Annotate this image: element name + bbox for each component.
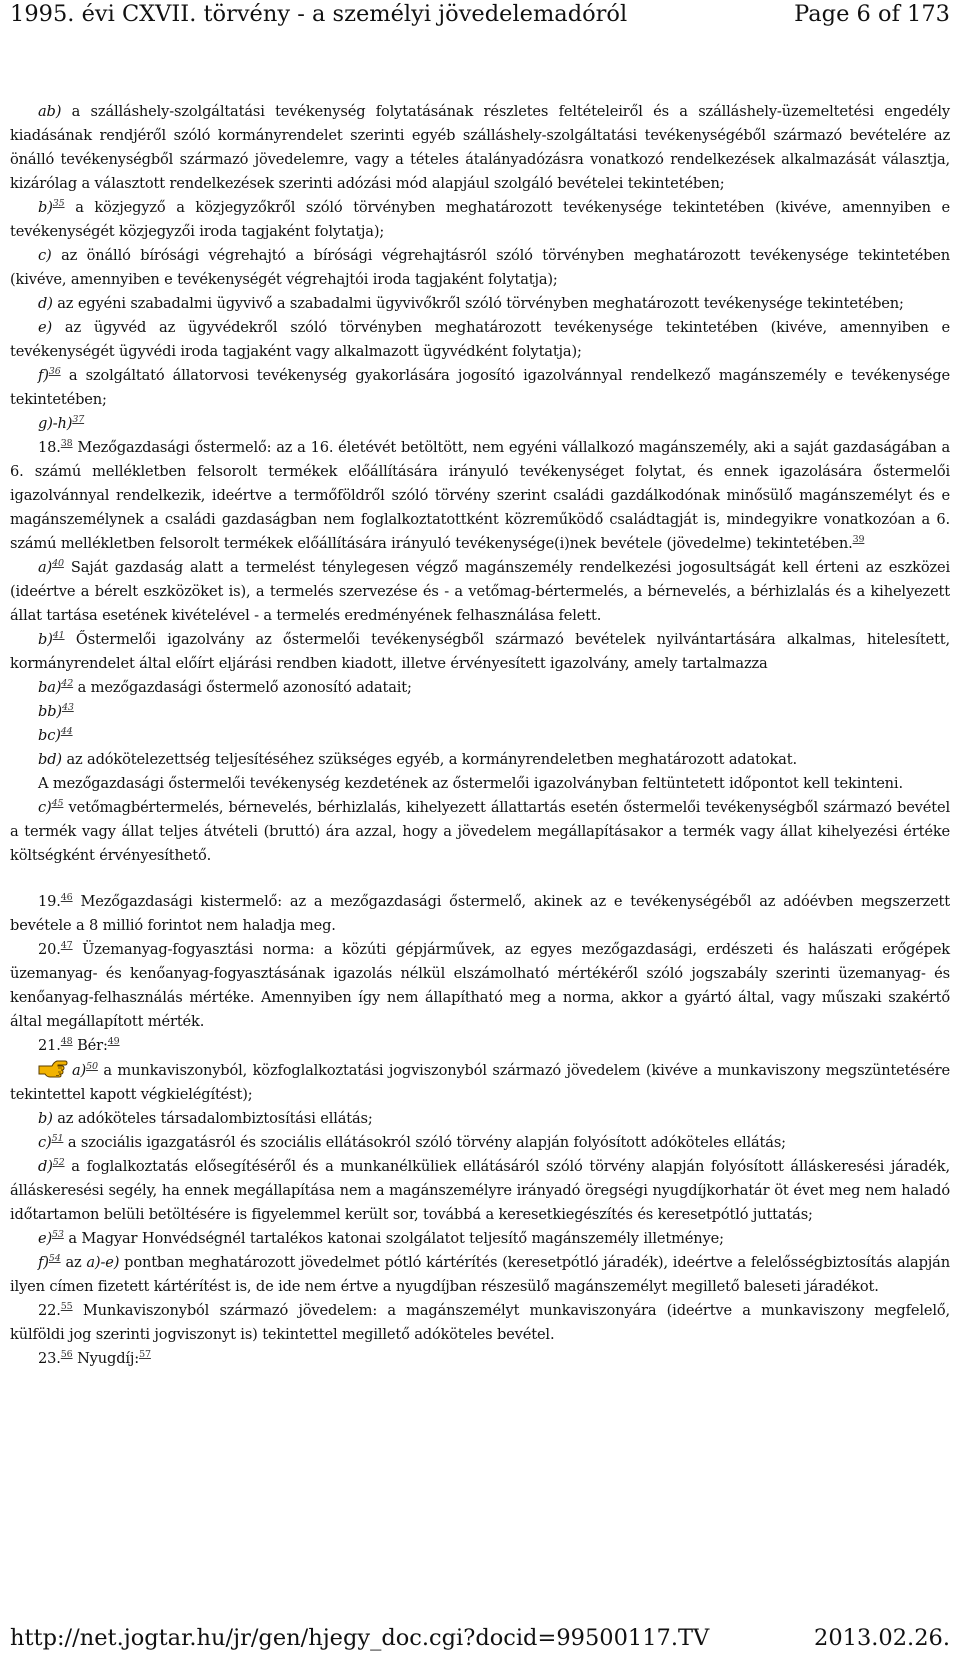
paragraph-c51 <box>10 1131 950 1155</box>
spacer <box>10 868 950 890</box>
item-text: az <box>65 1254 82 1271</box>
section-text: Mezőgazdasági kistermelő: az a mezőgazdasági őstermelő, akinek az e tevékenységéből az adóévben megszerzett bevétele a 8 millió forintot nem haladja meg. <box>10 893 950 934</box>
section-text: Nyugdíj: <box>77 1350 140 1367</box>
footnote-link[interactable]: 44 <box>60 726 73 737</box>
footnote-link[interactable]: 54 <box>48 1253 61 1264</box>
item-label: f) <box>38 367 49 384</box>
footnote-link[interactable]: 52 <box>52 1157 65 1168</box>
footnote-link[interactable]: 41 <box>52 630 65 641</box>
footnote-link[interactable]: 53 <box>52 1229 64 1240</box>
paragraph-bc <box>10 724 950 748</box>
footnote-link[interactable]: 51 <box>51 1133 64 1144</box>
section-text: Bér: <box>77 1037 108 1054</box>
section-number: 23. <box>38 1350 61 1367</box>
item-text: pontban meghatározott jövedelmet pótló kártérítés (keresetpótló járadék), ideértve a felelősségbiztosítás alapján ilyen címen fizetett kártérítést is, de ide nem értve a nyugdíjban részesülő magánszemélyt megillető baleseti járadékot. <box>10 1254 950 1295</box>
footnote-link[interactable]: 36 <box>48 366 61 377</box>
footnote-link[interactable]: 45 <box>51 798 64 809</box>
item-text: az adóköteles társadalombiztosítási ellátás; <box>57 1110 373 1127</box>
paragraph-f <box>10 364 950 412</box>
item-range: a)-e) <box>86 1254 120 1271</box>
item-label: a) <box>38 559 53 576</box>
paragraph-c45 <box>10 796 950 868</box>
page-footer <box>10 1624 950 1654</box>
item-label: b) <box>38 199 53 216</box>
section-number: 22. <box>38 1302 61 1319</box>
section-text: Munkaviszonyból származó jövedelem: a magánszemélyt munkaviszonyára (ideértve a munkaviszony megfelelő, külföldi jog szerinti jogviszonyt is) tekintettel megillető adóköteles bevétel. <box>10 1302 950 1343</box>
footnote-link[interactable]: 49 <box>107 1036 120 1047</box>
paragraph-ba <box>10 676 950 700</box>
item-text: A mezőgazdasági őstermelői tevékenység kezdetének az őstermelői igazolványban feltüntetett időpontot kell tekinteni. <box>38 775 903 792</box>
paragraph-start <box>10 772 950 796</box>
footnote-link[interactable]: 37 <box>72 414 85 425</box>
item-label: c) <box>38 1134 52 1151</box>
item-label: b) <box>38 631 53 648</box>
paragraph-c <box>10 244 950 292</box>
page-header <box>10 0 950 40</box>
document-title: 1995. évi CXVII. törvény - a személyi jövedelemadóról <box>10 1 628 27</box>
item-text: az egyéni szabadalmi ügyvivő a szabadalmi ügyvivőkről szóló törvényben meghatározott tevékenysége tekintetében; <box>57 295 904 312</box>
footnote-link[interactable]: 35 <box>52 198 65 209</box>
item-label: c) <box>38 799 52 816</box>
item-text: a szociális igazgatásról és szociális ellátásokról szóló törvény alapján folyósított adóköteles ellátás; <box>67 1134 786 1151</box>
item-label: bc) <box>38 727 61 744</box>
print-date: 2013.02.26. <box>814 1625 950 1651</box>
paragraph-e53 <box>10 1227 950 1251</box>
footnote-link[interactable]: 46 <box>60 892 73 903</box>
item-text: vetőmagbértermelés, bérnevelés, bérhizlalás, kihelyezett állattartás esetén őstermelői tevékenységből származó bevétel a termék vagy állat teljes átvételi (bruttó) ára azzal, hogy a jövedelem megállapításakor a termék vagy állat kihelyezési értéke költségként érvényesíthető. <box>10 799 950 864</box>
item-label: d) <box>38 295 53 312</box>
item-text: az ügyvéd az ügyvédekről szóló törvényben meghatározott tevékenysége tekintetében (kivéve, amennyiben e tevékenységét ügyvédi iroda tagjaként vagy alkalmazott ügyvédként folytatja); <box>10 319 950 360</box>
item-label: bd) <box>38 751 62 768</box>
item-text: a szálláshely-szolgáltatási tevékenység folytatásának részletes feltételeiről és a szálláshely-üzemeltetési engedély kiadásának rendjéről szóló kormányrendelet szerinti egyéb szálláshely-szolgáltatási tevékenységéből származó bevételére az önálló tevékenységből származó jövedelemre, vagy a tételes átalányadózásra vonatkozó rendelkezések alkalmazását választja, kizárólag a választott rendelkezések szerinti adózási mód alapjául szolgáló bevételei tekintetében; <box>10 103 950 192</box>
paragraph-d52 <box>10 1155 950 1227</box>
paragraph-21 <box>10 1034 950 1058</box>
section-number: 19. <box>38 893 61 910</box>
item-text: az adókötelezettség teljesítéséhez szükséges egyéb, a kormányrendeletben meghatározott adatokat. <box>66 751 797 768</box>
item-text: az önálló bírósági végrehajtó a bírósági végrehajtásról szóló törvényben meghatározott tevékenysége tekintetében (kivéve, amennyiben e tevékenységét végrehajtói iroda tagjaként folytatja); <box>10 247 950 288</box>
paragraph-d <box>10 292 950 316</box>
paragraph-19 <box>10 890 950 938</box>
item-label: ab) <box>38 103 62 120</box>
footnote-link[interactable]: 57 <box>139 1349 151 1360</box>
document-body <box>10 100 950 1371</box>
item-label: bb) <box>38 703 62 720</box>
item-label: g)-h) <box>38 415 73 432</box>
item-label: d) <box>38 1158 53 1175</box>
item-text: a foglalkoztatás elősegítéséről és a munkanélküliek ellátásáról szóló törvény alapján folyósított álláskeresési járadék, álláskeresési segély, ha ennek megállapítása nem a magánszemélyre irányadó öregségi nyugdíjkorhatár öt évet meg nem haladó időtartamon belüli betöltésére is figyelemmel került sor, továbbá a keresetkiegészítés és keresetpótló juttatás; <box>10 1158 950 1223</box>
paragraph-20 <box>10 938 950 1034</box>
item-text: a mezőgazdasági őstermelő azonosító adatait; <box>77 679 412 696</box>
item-label: e) <box>38 1230 53 1247</box>
paragraph-23 <box>10 1347 950 1371</box>
footnote-link[interactable]: 42 <box>61 678 74 689</box>
paragraph-gh <box>10 412 950 436</box>
paragraph-e <box>10 316 950 364</box>
pointing-hand-icon[interactable] <box>38 1058 68 1078</box>
paragraph-b-ado <box>10 1107 950 1131</box>
document-url[interactable]: http://net.jogtar.hu/jr/gen/hjegy_doc.cgi?docid=99500117.TV <box>10 1625 710 1651</box>
item-label: ba) <box>38 679 62 696</box>
item-label: f) <box>38 1254 49 1271</box>
footnote-link[interactable]: 50 <box>86 1061 98 1072</box>
paragraph-ab <box>10 100 950 196</box>
footnote-link[interactable]: 48 <box>60 1036 73 1047</box>
footnote-link[interactable]: 55 <box>60 1301 73 1312</box>
paragraph-a50 <box>10 1058 950 1107</box>
footnote-link[interactable]: 39 <box>852 534 865 545</box>
item-text: a közjegyző a közjegyzőkről szóló törvényben meghatározott tevékenysége tekintetében (kivéve, amennyiben e tevékenységét közjegyzői iroda tagjaként folytatja); <box>10 199 950 240</box>
paragraph-f54 <box>10 1251 950 1299</box>
paragraph-18 <box>10 436 950 556</box>
paragraph-b <box>10 196 950 244</box>
paragraph-b41 <box>10 628 950 676</box>
section-text: Üzemanyag-fogyasztási norma: a közúti gépjárművek, az egyes mezőgazdasági, erdészeti és halászati erőgépek üzemanyag- és kenőanyag-fogyasztásának igazolás nélkül elszámolható mértékéről szóló jogszabály szerinti üzemanyag- és kenőanyag-felhasználás mértéke. Amennyiben így nem állapítható meg a norma, akkor a gyártó által, vagy műszaki szakértő által megállapított mérték. <box>10 941 950 1030</box>
item-text: Őstermelői igazolvány az őstermelői tevékenységből származó bevételek nyilvántartására alkalmas, hitelesített, kormányrendelet által előírt eljárási rendben kiadott, illetve érvényesített igazolvány, amely tartalmazza <box>10 631 951 672</box>
item-text: Saját gazdaság alatt a termelést ténylegesen végző magánszemély rendelkezési jogosultságát kell érteni az eszközei (ideértve a bérelt eszközöket is), a termelés szervezése és - a vetőmag-bértermelés, a bérnevelés, a bérhizlalás és a kihelyezett állat tartása esetének kivételével - a termelés eredményének felhasználása felett. <box>10 559 951 624</box>
item-text: a szolgáltató állatorvosi tevékenység gyakorlására jogosító igazolvánnyal rendelkező magánszemély e tevékenysége tekintetében; <box>10 367 950 408</box>
section-text: Mezőgazdasági őstermelő: az a 16. életévét betöltött, nem egyéni vállalkozó magánszemély, aki a saját gazdaságában a 6. számú mellékletben felsorolt termékek előállítására irányuló tevékenységet folytat, és ennek igazolására őstermelői igazolvánnyal rendelkezik, ideértve a termőföldről szóló törvény szerint családi gazdálkodónak minősülő magánszemélyt és e magánszemélynek a családi gazdaságban nem foglalkoztatottként közreműködő családtagját is, mindegyikre vonatkozóan a 6. számú mellékletben felsorolt termékek előállítására irányuló tevékenysége(i)nek bevétele (jövedelme) tekintetében. <box>10 439 950 552</box>
paragraph-bd <box>10 748 950 772</box>
item-label: b) <box>38 1110 53 1127</box>
paragraph-22 <box>10 1299 950 1347</box>
paragraph-a40 <box>10 556 950 628</box>
section-number: 20. <box>38 941 61 958</box>
item-label: a) <box>72 1062 87 1079</box>
item-label: e) <box>38 319 53 336</box>
page-number: Page 6 of 173 <box>794 1 950 27</box>
section-number: 18. <box>38 439 61 456</box>
footnote-link[interactable]: 47 <box>60 940 73 951</box>
item-label: c) <box>38 247 52 264</box>
footnote-link[interactable]: 40 <box>52 558 64 569</box>
paragraph-bb <box>10 700 950 724</box>
item-text: a munkaviszonyból, közfoglalkoztatási jogviszonyból származó jövedelem (kivéve a munkaviszony megszüntetésére tekintettel kapott végkielégítést); <box>10 1062 950 1103</box>
item-text: a Magyar Honvédségnél tartalékos katonai szolgálatot teljesítő magánszemély illetménye; <box>68 1230 724 1247</box>
footnote-link[interactable]: 43 <box>61 702 74 713</box>
section-number: 21. <box>38 1037 61 1054</box>
footnote-link[interactable]: 56 <box>60 1349 73 1360</box>
footnote-link[interactable]: 38 <box>60 438 73 449</box>
